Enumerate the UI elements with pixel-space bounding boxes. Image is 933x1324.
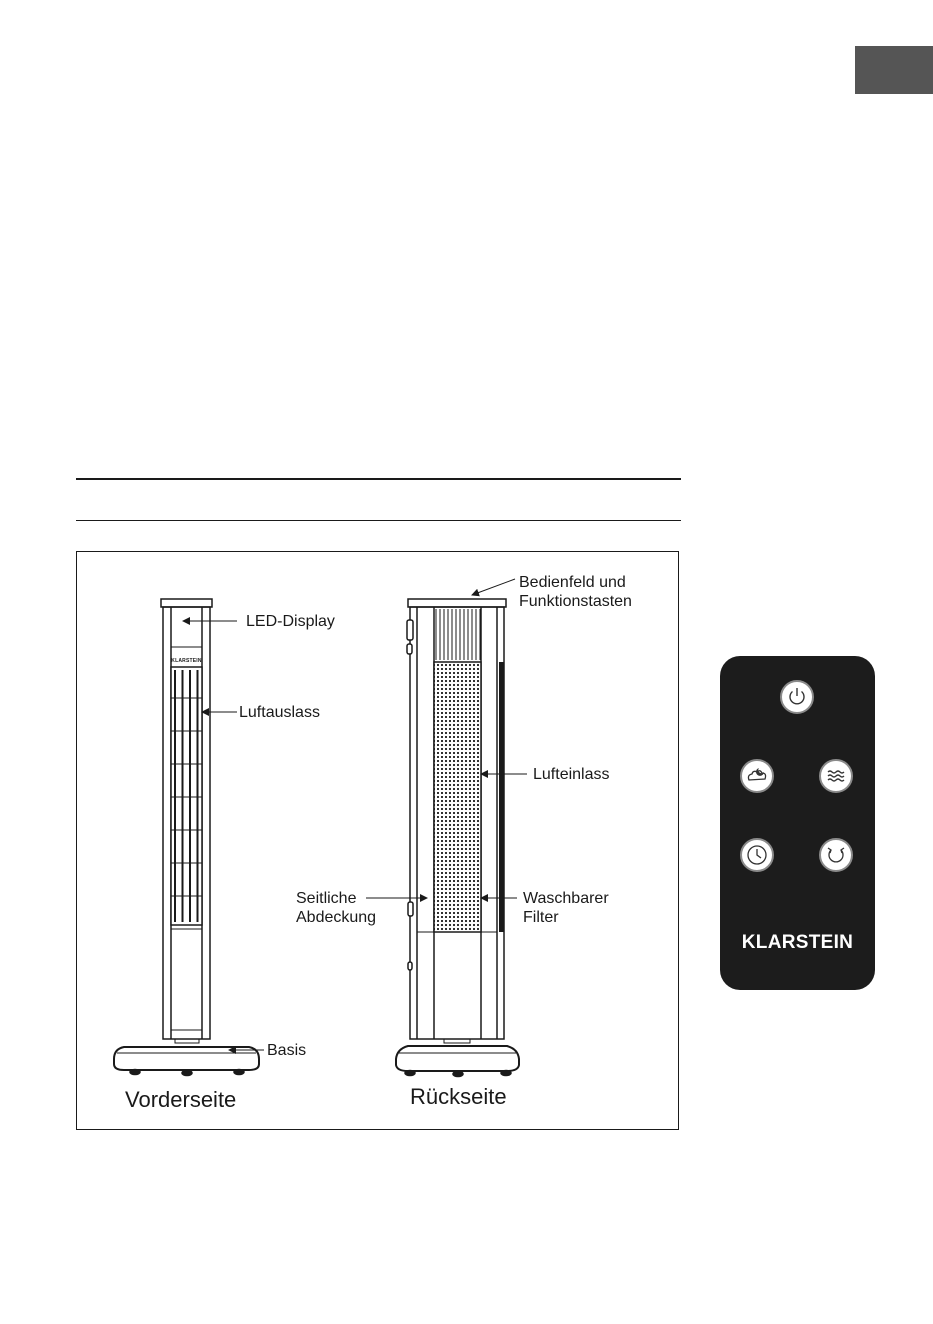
timer-icon: [742, 840, 772, 870]
front-view: [114, 599, 259, 1076]
section-rule-bottom: [76, 520, 681, 521]
label-air-outlet: Luftauslass: [239, 704, 320, 721]
product-diagram: [76, 551, 679, 1130]
back-view: [396, 599, 519, 1077]
wind-mode-button[interactable]: [819, 759, 853, 793]
wind-mode-icon: [821, 761, 851, 791]
label-washable-filter: Waschbarer Filter: [523, 890, 609, 926]
oscillation-button[interactable]: [819, 838, 853, 872]
label-control-panel: Bedienfeld und Funktionstasten: [519, 574, 632, 610]
oscillation-icon: [821, 840, 851, 870]
label-base: Basis: [267, 1042, 307, 1059]
label-side-cover: Seitliche Abdeckung: [296, 890, 377, 926]
label-led-display: LED-Display: [246, 613, 335, 630]
sleep-mode-button[interactable]: [740, 759, 774, 793]
section-rule-top: [76, 478, 681, 480]
remote-brand-logo: KLARSTEIN: [741, 932, 854, 953]
tower-fan-drawing: [77, 552, 680, 1131]
sleep-mode-icon: [742, 761, 772, 791]
caption-front: Vorderseite: [125, 1087, 237, 1112]
power-icon: [782, 682, 812, 712]
power-button[interactable]: [780, 680, 814, 714]
timer-button[interactable]: [740, 838, 774, 872]
language-tab: [855, 46, 933, 94]
arrow-control-panel: [472, 579, 515, 595]
label-air-inlet: Lufteinlass: [533, 766, 610, 783]
remote-control: [720, 656, 875, 990]
caption-back: Rückseite: [410, 1084, 507, 1109]
fan-brand-label: KLARSTEIN: [171, 658, 202, 664]
